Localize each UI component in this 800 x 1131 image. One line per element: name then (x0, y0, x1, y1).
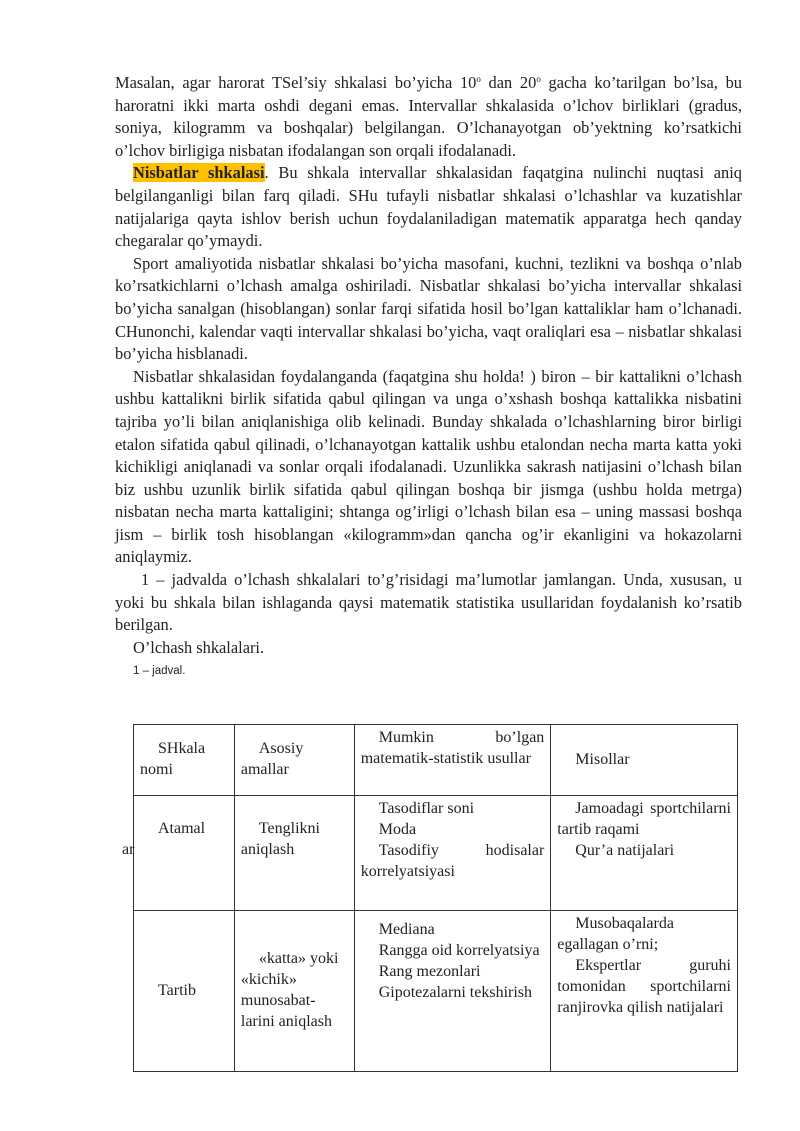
table-header-row (134, 725, 738, 796)
scale-name (122, 818, 228, 860)
examples-cell (551, 911, 738, 1072)
example-item: Qur’a natijalari (575, 842, 675, 859)
scale-name-cell (122, 796, 235, 911)
header-cell (134, 725, 235, 796)
operations-cell (234, 796, 354, 911)
table-row (134, 796, 738, 911)
operations-text: «katta» yoki «kichik» munosabat-larini aniqlash (240, 950, 339, 1030)
method-item: Tasodiflar soni (378, 800, 475, 817)
method-item: Tasodifiy hodisalar korrelyatsiyasi (360, 842, 545, 880)
paragraph-3: Sport amaliyotida nisbatlar shkalasi bo’yicha masofani, kuchni, tezlikni va boshqa o’nlab ko’rsatkichlarni o’lchash amalga oshiriladi. Nisbatlar shkalasi bo’yicha intervallar shkalasi bo’yicha sanalgan (hisoblangan) sonlar farqi sifatida hosil bo’lgan kattaliklar ham o’lchanadi. CHunonchi, kalendar vaqti intervallar shkalasi bo’yicha, vaqt oraliqlari esa – nisbatlar shkalasi bo’yicha hisblanadi. (115, 253, 742, 364)
paragraph-1-text-c: gacha ko’tarilgan bo’lsa, bu haroratni ikki marta oshdi degani emas. Intervallar shkalasida o’lchov birliklari (gradus, soniya, kilogramm va boshqalar) belgilangan. O’lchanayotgan ob’yektning ko’rsatkichi o’lchov birligiga nisbatan ifodalangan son orqali ifodalanadi. (115, 73, 742, 160)
methods-cell (354, 796, 551, 911)
degree-mark: o (476, 74, 481, 84)
paragraph-1-text-b: dan 20 (480, 73, 537, 92)
operations-text: Tenglikni aniqlash (240, 820, 320, 858)
scale-name: Tartib (158, 981, 196, 999)
paragraph-2 (115, 162, 742, 252)
header-text: SHkala nomi (140, 740, 206, 778)
operations-cell (234, 911, 354, 1072)
header-text: Misollar (575, 750, 630, 768)
method-item: Moda (378, 821, 417, 838)
header-text: Asosiy amallar (240, 740, 304, 778)
paragraph-4: Nisbatlar shkalasidan foydalanganda (faqatgina shu holda! ) biron – bir kattalikni o’lchash ushbu kattalikni birlik sifatida qabul qilingan va unga o’xshash boshqa kattalikka nisbatini tajriba yo’li bilan aniqlanishiga olib kelinadi. Bunday shkalada o’lchashlarning biror birligi etalon sifatida qabul qilinadi, o’lchanayotgan kattalik ushbu etalondan necha marta katta yoki kichikligi aniqlanadi va sonlar orqali ifodalanadi. Uzunlikka sakrash natijasini o’lchash bilan biz ushbu uzunlik birlik sifatida qabul qilingan boshqa bir jismga (ushbu holda metrga) nisbatan necha marta kattaligini; shtanga og’irligi o’lchash bilan esa – uning massasi boshqa jism – birlik tosh hisoblangan «kilogramm»dan qancha og’ir ekanligini va hokazolarni aniqlaymiz. (115, 366, 742, 567)
highlighted-term: Nisbatlar shkalasi (133, 163, 265, 183)
paragraph-5: 1 – jadvalda o’lchash shkalalari to’g’risidagi ma’lumotlar jamlangan. Unda, xususan, u yoki bu shkala bilan ishlaganda qaysi matematik statistika usullaridan foydalanish ko’rsatib berilgan. (115, 570, 742, 635)
table-caption: 1 – jadval. (133, 665, 186, 678)
degree-mark: o (536, 74, 541, 84)
header-cell (354, 725, 551, 796)
paragraph-1 (115, 72, 742, 162)
header-cell (234, 725, 354, 796)
method-item: Rangga oid korrelyatsiya (378, 942, 540, 959)
paragraph-1-text-a: Masalan, agar harorat TSel’siy shkalasi bo’yicha 10 (115, 73, 477, 92)
examples-cell (551, 796, 738, 911)
document-page (115, 72, 742, 1030)
example-item: Jamoadagi sportchilarni tartib raqami (557, 800, 731, 838)
method-item: Mediana (378, 921, 435, 938)
header-text: Mumkin bo’lgan matematik-statistik usullar (360, 729, 545, 767)
scale-name-part: Atamal (158, 820, 206, 837)
method-item: Rang mezonlari (378, 963, 481, 980)
method-item: Gipotezalarni tekshirish (378, 984, 533, 1001)
header-cell (551, 725, 738, 796)
measurement-scales-table (122, 724, 738, 1072)
scale-name-cell (134, 911, 235, 1072)
table-row (134, 911, 738, 1072)
paragraph-2-text: . Bu shkala intervallar shkalasidan faqatgina nulinchi nuqtasi aniq belgilanganligi bilan farq qiladi. SHu tufayli nisbatlar shkalasi o’lchashlar va kuzatishlar natijalariga qayta ishlov berish uchun foydalaniladigan matematik apparatga hech qanday chegaralar qo’ymaydi. (115, 163, 742, 251)
example-item: Ekspertlar guruhi tomonidan sportchilarni ranjirovka qilish natijalari (557, 957, 731, 1016)
example-item: Musobaqalarda egallagan o’rni; (557, 915, 674, 953)
methods-cell (354, 911, 551, 1072)
paragraph-6: O’lchash shkalalari. (133, 637, 265, 657)
scale-name-part: ar (122, 841, 135, 858)
